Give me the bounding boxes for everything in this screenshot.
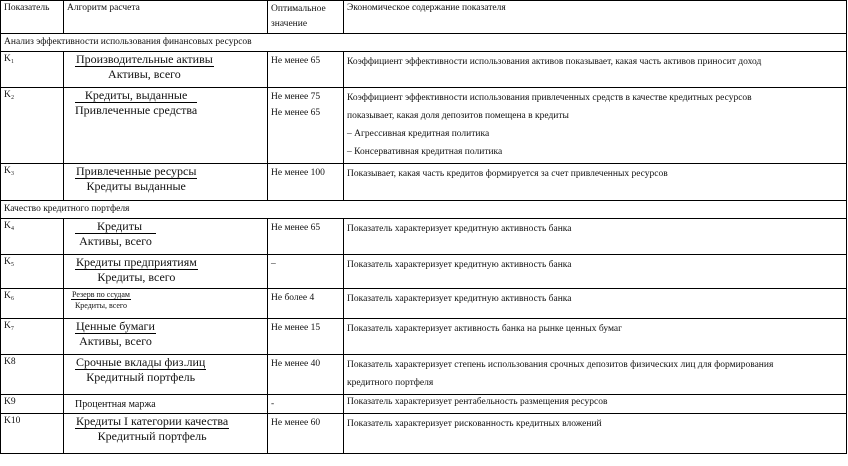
description-line: – Агрессивная кредитная политика: [347, 129, 490, 139]
algorithm-cell: [64, 289, 268, 319]
description: [344, 88, 847, 164]
description-line: кредитного портфеля: [347, 378, 434, 388]
header-meaning: Экономическое содержание показателя: [344, 1, 847, 34]
fraction-denominator: Кредиты выданные: [86, 179, 186, 193]
table-row: [1, 355, 847, 395]
optimal-value: Не менее 100: [268, 164, 344, 201]
description: [344, 395, 847, 414]
table-row: [1, 255, 847, 289]
fraction-denominator: Привлеченные средства: [75, 103, 198, 117]
description: [344, 255, 847, 289]
algorithm-cell: [64, 319, 268, 355]
fraction-denominator: Кредитный портфель: [86, 370, 196, 384]
header-row: [1, 1, 847, 34]
table-row: [1, 164, 847, 201]
fraction: [75, 256, 198, 284]
algorithm-text: Процентная маржа: [75, 399, 156, 410]
optimal-value: Не менее 40: [268, 355, 344, 395]
fraction-numerator: Привлеченные ресурсы: [76, 164, 197, 178]
section-row: [1, 34, 847, 52]
fraction: [71, 290, 131, 310]
description: [344, 319, 847, 355]
description: [344, 219, 847, 255]
optimal-value: Не менее 65: [268, 219, 344, 255]
section-credit: Качество кредитного портфеля: [1, 201, 847, 219]
description: [344, 289, 847, 319]
description-line: Показывает, какая часть кредитов формируется за счет привлеченных ресурсов: [347, 169, 668, 179]
optimal-value: –: [268, 255, 344, 289]
fraction-denominator: Активы, всего: [79, 334, 152, 348]
indicator-code: K₃: [1, 164, 64, 201]
description-line: Показатель характеризует рентабельность размещения ресурсов: [347, 397, 608, 407]
optimal-value: -: [268, 395, 344, 414]
fraction: [75, 415, 229, 443]
algorithm-cell: [64, 414, 268, 454]
header-indicator: Показатель: [1, 1, 64, 34]
algorithm-cell: [64, 52, 268, 88]
table-row: [1, 414, 847, 454]
table-row: [1, 319, 847, 355]
description: [344, 164, 847, 201]
fraction: [75, 89, 197, 117]
description-line: Показатель характеризует кредитную активность банка: [347, 260, 572, 270]
fraction-denominator: Активы, всего: [79, 234, 152, 248]
algorithm-cell: [64, 164, 268, 201]
description-line: Коэффициент эффективности использования активов показывает, какая часть активов приносит доход: [347, 57, 762, 67]
fraction: [75, 320, 156, 348]
indicator-code: K₆: [1, 289, 64, 319]
fraction-denominator: Кредитный портфель: [97, 429, 207, 443]
indicator-code: K10: [1, 414, 64, 454]
indicator-code: K₅: [1, 255, 64, 289]
fraction-numerator: Производительные активы: [76, 52, 213, 66]
indicator-code: K₂: [1, 88, 64, 164]
description-line: Показатель характеризует кредитную активность банка: [347, 224, 572, 234]
fraction-numerator: Кредиты: [75, 220, 156, 234]
fraction-numerator: Ценные бумаги: [76, 319, 155, 333]
optimal-value: Не более 4: [268, 289, 344, 319]
section-row: [1, 201, 847, 219]
table-row: [1, 289, 847, 319]
description: [344, 355, 847, 395]
algorithm-cell: [64, 355, 268, 395]
description-line: Показатель характеризует активность банка на рынке ценных бумаг: [347, 324, 623, 334]
description-line: показывает, какая доля депозитов помещена в кредиты: [347, 111, 569, 121]
algorithm-cell: [64, 88, 268, 164]
fraction: [75, 165, 197, 193]
fraction-numerator: Резерв по ссудам: [72, 290, 130, 299]
header-algorithm: Алгоритм расчета: [64, 1, 268, 34]
description: [344, 52, 847, 88]
indicator-code: K₁: [1, 52, 64, 88]
optimal-value: Не менее 15: [268, 319, 344, 355]
fraction-numerator: Кредиты предприятиям: [76, 255, 197, 269]
header-optimal: Оптимальное значение: [268, 1, 344, 34]
fraction-numerator: Кредиты, выданные: [75, 89, 197, 103]
fraction: [75, 53, 214, 81]
fraction-denominator: Кредиты, всего: [97, 270, 176, 284]
algorithm-cell: [64, 255, 268, 289]
description: [344, 414, 847, 454]
table-row: [1, 395, 847, 414]
fraction-denominator: Кредиты, всего: [74, 301, 127, 310]
algorithm-cell: [64, 395, 268, 414]
fraction: [75, 220, 156, 248]
optimal-value: Не менее 65: [268, 52, 344, 88]
description-line: Показатель характеризует рискованность кредитных вложений: [347, 419, 602, 429]
description-line: Показатель характеризует степень использования срочных депозитов физических лиц для формирования: [347, 360, 774, 370]
section-finance: Анализ эффективности использования финансовых ресурсов: [1, 34, 847, 52]
indicator-code: K₇: [1, 319, 64, 355]
table-row: [1, 88, 847, 164]
indicator-code: K9: [1, 395, 64, 414]
indicator-code: K8: [1, 355, 64, 395]
algorithm-cell: [64, 219, 268, 255]
description-line: Коэффициент эффективности использования привлеченных средств в качестве кредитных ресурсов: [347, 93, 752, 103]
fraction-numerator: Кредиты I категории качества: [76, 414, 229, 428]
fraction-numerator: Срочные вклады физ.лиц: [76, 355, 206, 369]
optimal-line: Не менее 65: [271, 108, 321, 118]
description-line: Показатель характеризует кредитную активность банка: [347, 294, 572, 304]
fraction-denominator: Активы, всего: [108, 67, 181, 81]
table-row: [1, 219, 847, 255]
optimal-value: [268, 88, 344, 164]
optimal-line: Не менее 75: [271, 92, 321, 102]
fraction: [75, 356, 206, 384]
description-line: – Консервативная кредитная политика: [347, 147, 503, 157]
table-row: [1, 52, 847, 88]
indicator-code: K₄: [1, 219, 64, 255]
optimal-value: Не менее 60: [268, 414, 344, 454]
